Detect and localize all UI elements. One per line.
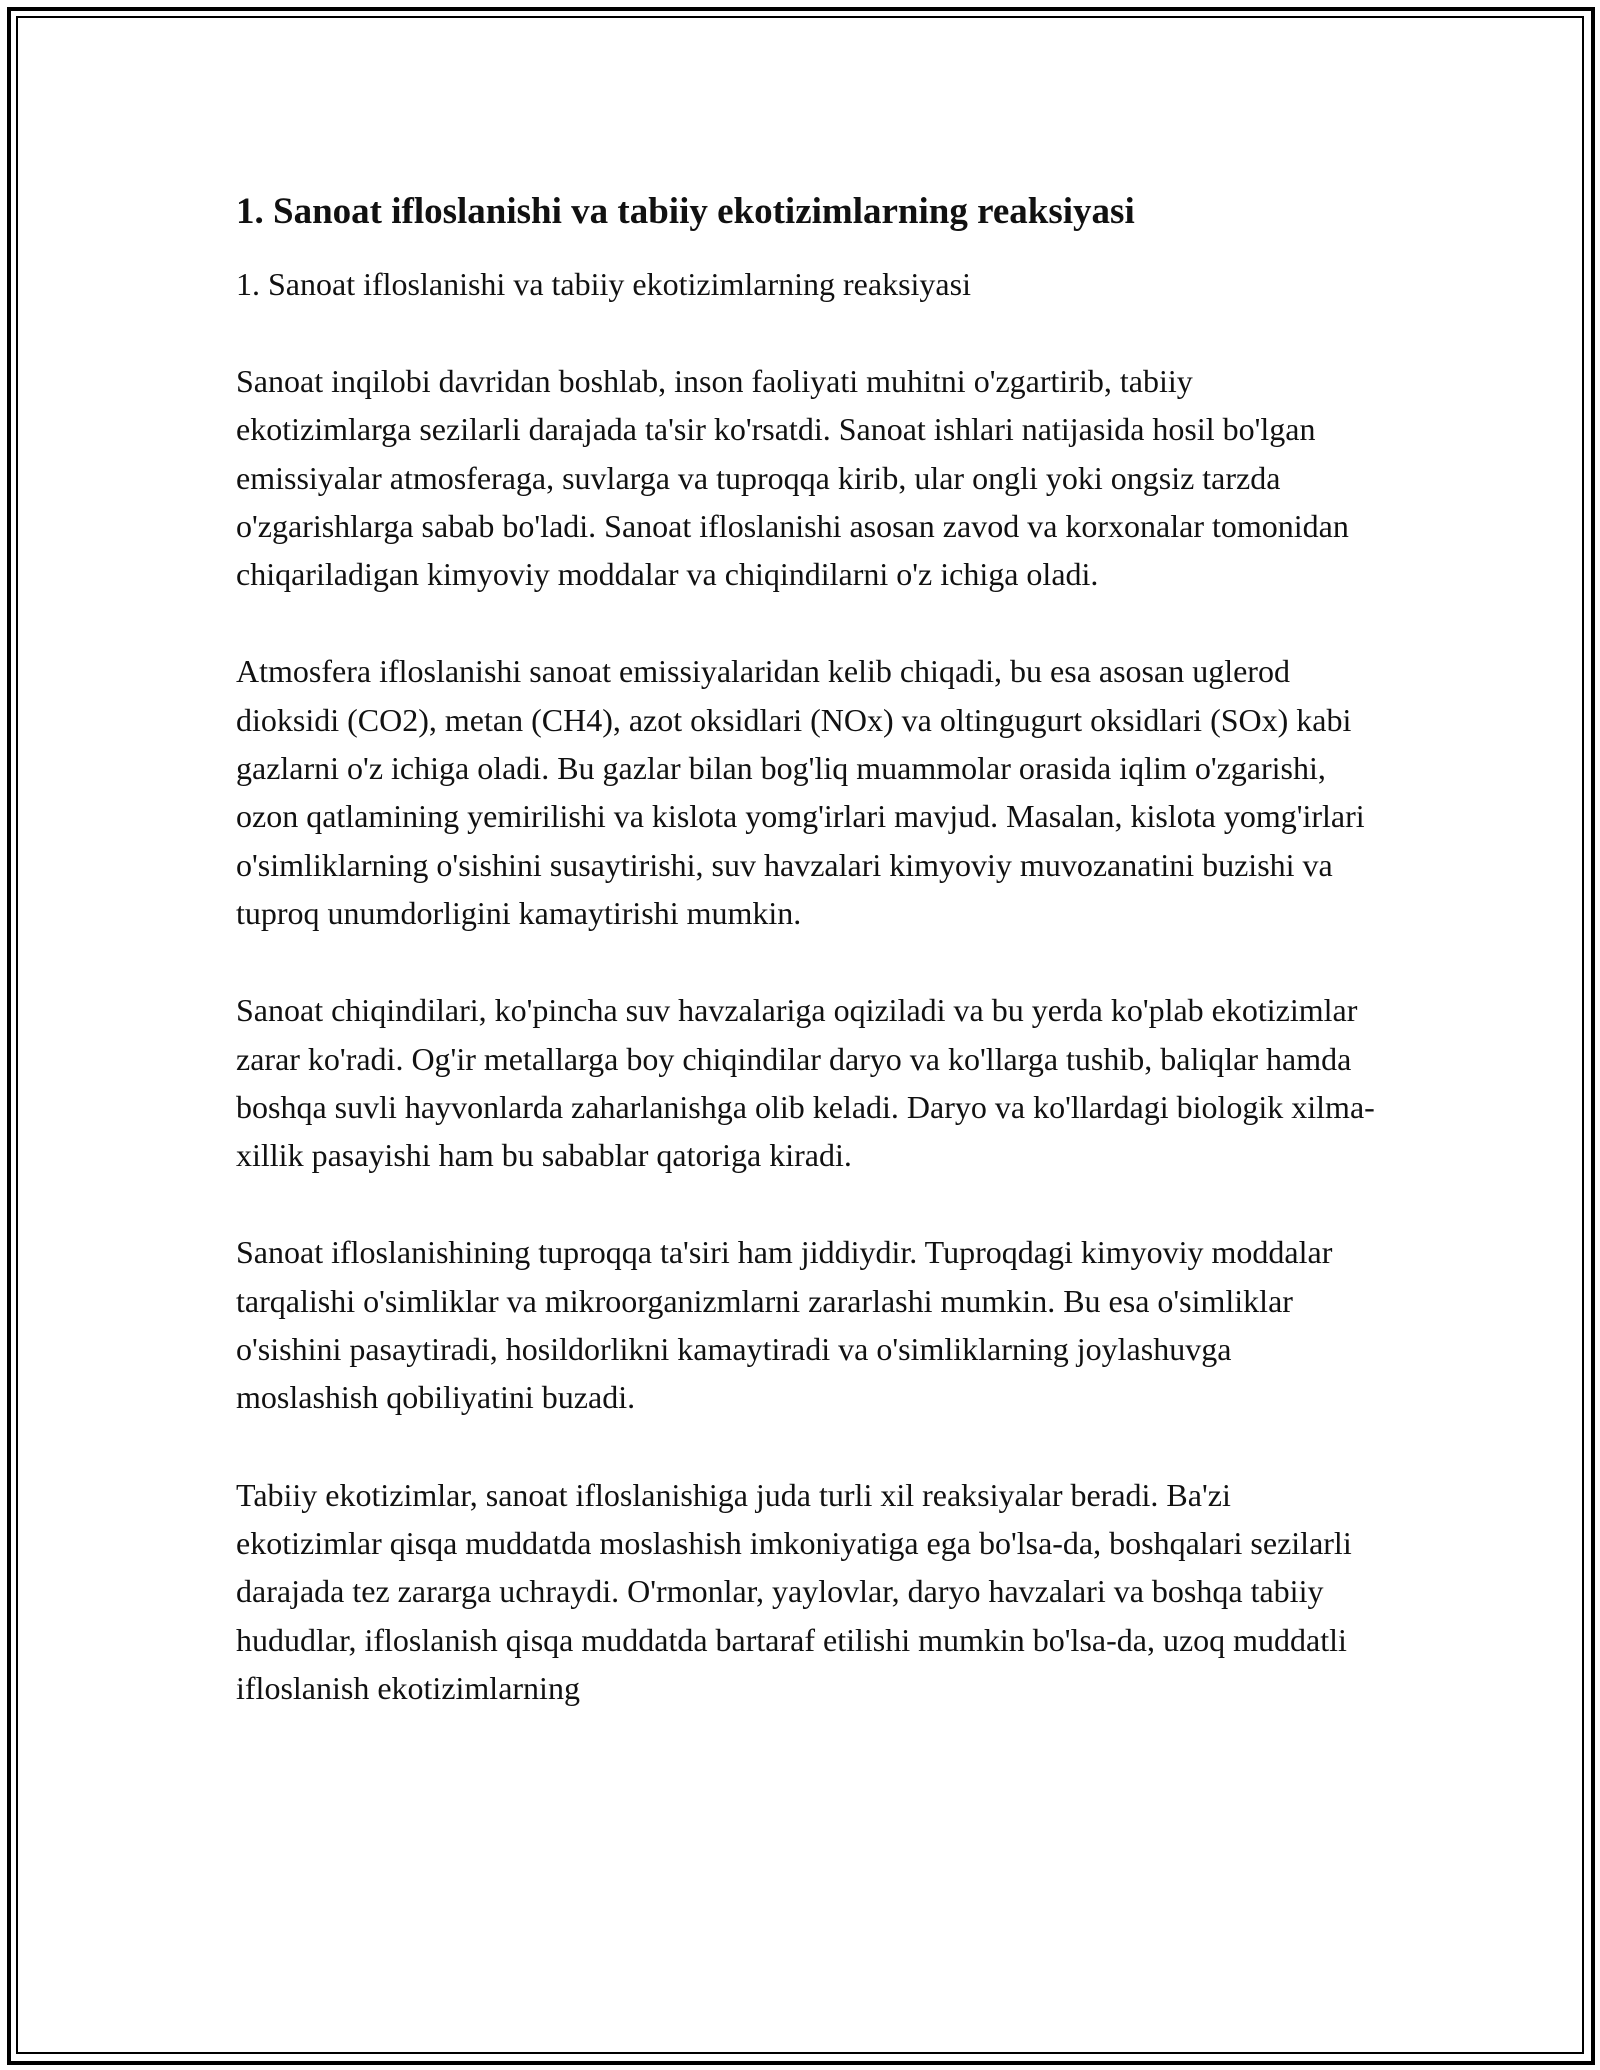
document-body: [236, 188, 1376, 1712]
paragraph-5: Tabiiy ekotizimlar, sanoat ifloslanishiga juda turli xil reaksiyalar beradi. Ba'zi ekotizimlar qisqa muddatda moslashish imkoniyatiga ega bo'lsa-da, boshqalari sezilarli darajada tez zararga uchraydi. O'rmonlar, yaylovlar, daryo havzalari va boshqa tabiiy hududlar, ifloslanish qisqa muddatda bartaraf etilishi mumkin bo'lsa-da, uzoq muddatli ifloslanish ekotizimlarning: [236, 1476, 1352, 1706]
section-heading: 1. Sanoat ifloslanishi va tabiiy ekotizimlarning reaksiyasi: [236, 191, 1135, 232]
paragraph-1: Sanoat inqilobi davridan boshlab, inson faoliyati muhitni o'zgartirib, tabiiy ekotizimlarga sezilarli darajada ta'sir ko'rsatdi. Sanoat ishlari natijasida hosil bo'lgan emissiyalar atmosferaga, suvlarga va tuproqqa kirib, ular ongli yoki ongsiz tarzda o'zgarishlarga sabab bo'ladi. Sanoat ifloslanishi asosan zavod va korxonalar tomonidan chiqariladigan kimyoviy moddalar va chiqindilarni o'z ichiga oladi.: [236, 363, 1349, 593]
paragraph-2: Atmosfera ifloslanishi sanoat emissiyalaridan kelib chiqadi, bu esa asosan uglerod dioksidi (CO2), metan (CH4), azot oksidlari (NOx) va oltingugurt oksidlari (SOx) kabi gazlarni o'z ichiga oladi. Bu gazlar bilan bog'liq muammolar orasida iqlim o'zgarishi, ozon qatlamining yemirilishi va kislota yomg'irlari mavjud. Masalan, kislota yomg'irlari o'simliklarning o'sishini susaytirishi, suv havzalari kimyoviy muvozanatini buzishi va tuproq unumdorligini kamaytirishi mumkin.: [236, 653, 1365, 931]
paragraph-3: Sanoat chiqindilari, ko'pincha suv havzalariga oqiziladi va bu yerda ko'plab ekotizimlar zarar ko'radi. Og'ir metallarga boy chiqindilar daryo va ko'llarga tushib, baliqlar hamda boshqa suvli hayvonlarda zaharlanishga olib keladi. Daryo va ko'llardagi biologik xilma-xillik pasayishi ham bu sabablar qatoriga kiradi.: [236, 992, 1375, 1174]
paragraph-4: Sanoat ifloslanishining tuproqqa ta'siri ham jiddiydir. Tuproqdagi kimyoviy moddalar tarqalishi o'simliklar va mikroorganizmlarni zararlashi mumkin. Bu esa o'simliklar o'sishini pasaytiradi, hosildorlikni kamaytiradi va o'simliklarning joylashuvga moslashish qobiliyatini buzadi.: [236, 1234, 1333, 1416]
section-subtitle: 1. Sanoat ifloslanishi va tabiiy ekotizimlarning reaksiyasi: [236, 266, 971, 302]
